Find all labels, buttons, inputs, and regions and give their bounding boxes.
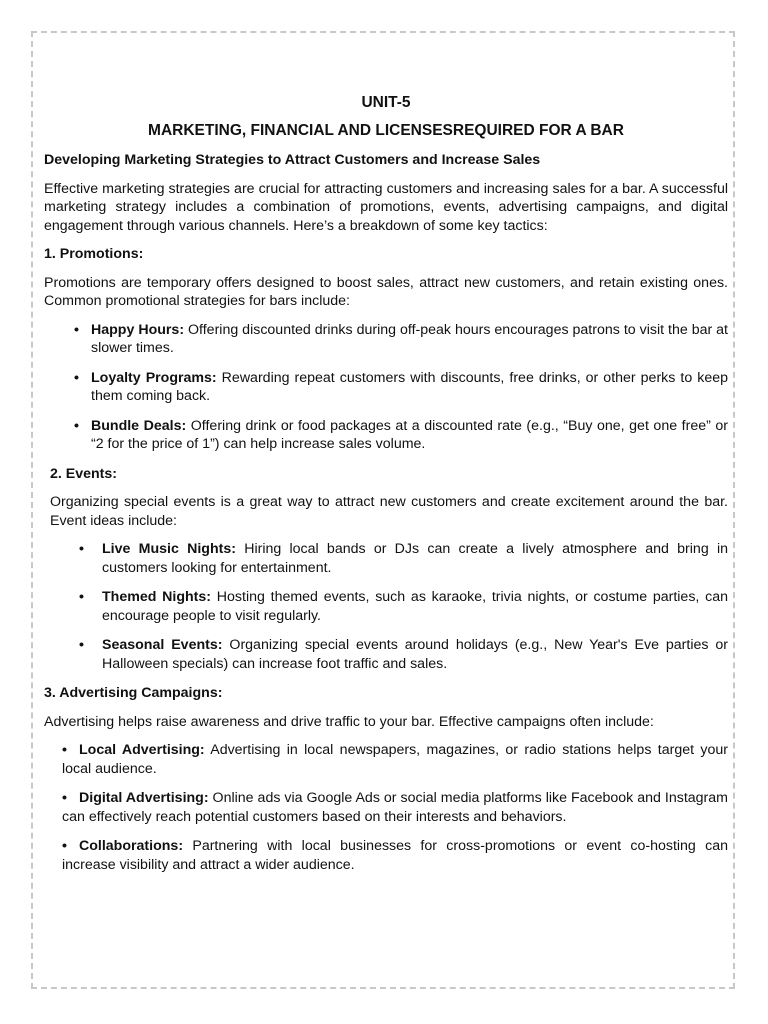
list-item-text: Rewarding repeat customers with discounts, free drinks, or other perks to keep them coming back.: [91, 369, 728, 404]
list-item-label: Loyalty Programs:: [91, 369, 217, 386]
section-intro-events: Organizing special events is a great way to attract new customers and create excitement around the bar. Event ideas include:: [50, 494, 728, 529]
events-list: [44, 540, 728, 673]
list-item: [44, 369, 728, 406]
section-intro-promotions: Promotions are temporary offers designed to boost sales, attract new customers, and retain existing ones. Common promotional strategies for bars include:: [44, 274, 728, 309]
list-item: [44, 417, 728, 454]
list-item-label: Themed Nights:: [102, 589, 212, 605]
list-item: [44, 588, 728, 625]
list-item: [44, 540, 728, 577]
list-item-label: Local Advertising:: [79, 742, 205, 758]
section-heading-events: 2. Events:: [50, 465, 118, 482]
list-item-label: Digital Advertising:: [79, 790, 209, 806]
page-title: MARKETING, FINANCIAL AND LICENSESREQUIRED FOR A BAR: [148, 121, 624, 139]
section-intro-advertising: Advertising helps raise awareness and drive traffic to your bar. Effective campaigns often include:: [44, 713, 654, 730]
section-heading-advertising: 3. Advertising Campaigns:: [44, 685, 223, 701]
subtitle: Developing Marketing Strategies to Attract Customers and Increase Sales: [44, 152, 541, 168]
advertising-list: [44, 741, 728, 874]
list-item-text: Offering discounted drinks during off-peak hours encourages patrons to visit the bar at slower times.: [91, 321, 728, 356]
list-item-label: Happy Hours:: [91, 321, 185, 338]
list-item: [44, 741, 728, 778]
list-item-text: Organizing special events around holidays (e.g., New Year's Eve parties or Halloween specials) can increase foot traffic and sales.: [102, 637, 729, 672]
list-item-text: Offering drink or food packages at a discounted rate (e.g., “Buy one, get one free” or “2 for the price of 1”) can help increase sales volume.: [91, 417, 728, 452]
intro-paragraph: Effective marketing strategies are crucial for attracting customers and increasing sales for a bar. A successful marketing strategy includes a combination of promotions, events, advertising campaigns, and digital engagement through various channels. Here’s a breakdown of some key tactics:: [44, 180, 728, 234]
list-item: [44, 636, 728, 673]
list-item-label: Collaborations:: [79, 838, 184, 854]
list-item-text: Partnering with local businesses for cross-promotions or event co-hosting can increase visibility and attract a wider audience.: [62, 838, 728, 873]
list-item-label: Seasonal Events:: [102, 637, 223, 653]
list-item: [44, 789, 728, 826]
list-item-text: Hosting themed events, such as karaoke, trivia nights, or costume parties, can encourage people to visit regularly.: [102, 589, 728, 624]
unit-title: UNIT-5: [361, 94, 411, 111]
list-item-label: Live Music Nights:: [102, 541, 236, 557]
list-item: [44, 837, 728, 874]
document-body: [44, 94, 728, 885]
promotions-list: [44, 321, 728, 454]
list-item-label: Bundle Deals:: [91, 417, 187, 434]
list-item-text: Advertising in local newspapers, magazines, or radio stations helps target your local audience.: [62, 742, 728, 777]
section-heading-promotions: 1. Promotions:: [44, 246, 144, 262]
list-item-text: Online ads via Google Ads or social media platforms like Facebook and Instagram can effectively reach potential customers based on their interests and behaviors.: [62, 790, 728, 825]
list-item-text: Hiring local bands or DJs can create a lively atmosphere and bring in customers looking for entertainment.: [102, 541, 728, 576]
list-item: [44, 321, 728, 358]
